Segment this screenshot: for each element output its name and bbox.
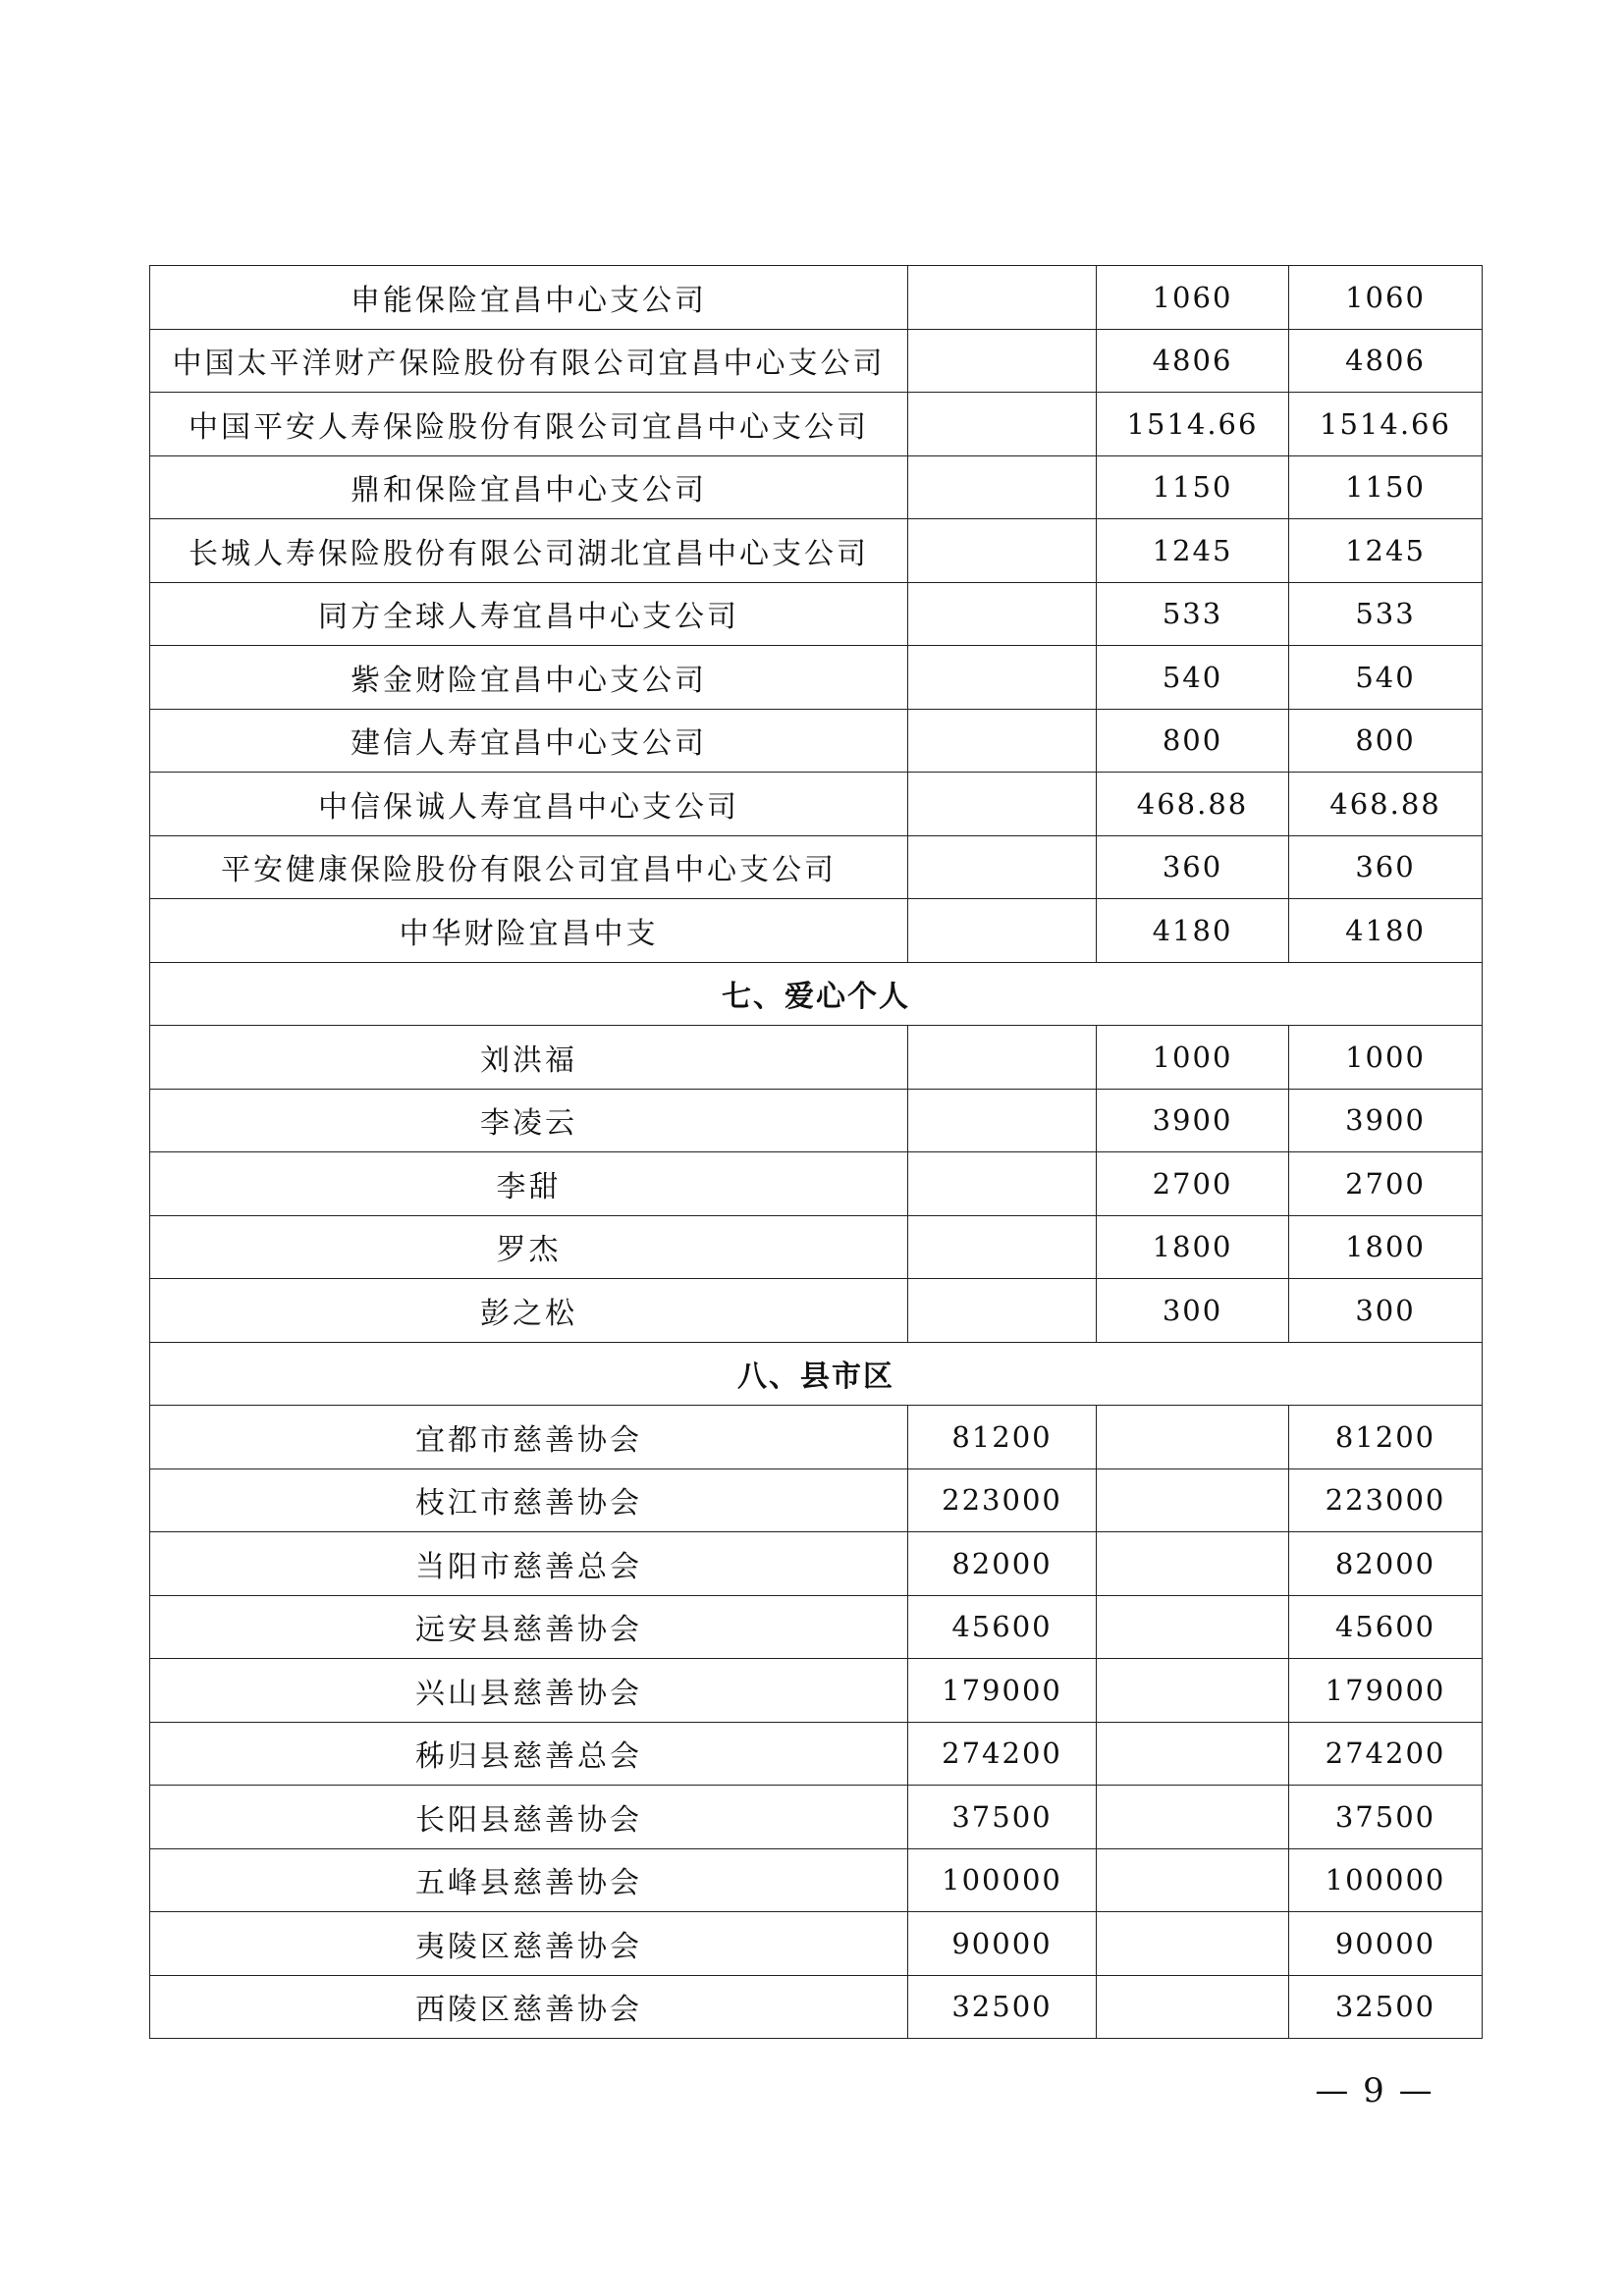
donor-name-cell: 建信人寿宜昌中心支公司 (150, 709, 908, 773)
table-row (150, 393, 1483, 456)
amount-cell-col3 (1097, 1848, 1289, 1912)
page-number: — 9 — (1315, 2071, 1435, 2110)
amount-cell-col3: 1245 (1097, 519, 1289, 583)
donor-name-cell: 当阳市慈善总会 (150, 1532, 908, 1596)
total-cell: 32500 (1289, 1975, 1483, 2039)
table-row (150, 266, 1483, 330)
donor-name-cell: 刘洪福 (150, 1026, 908, 1090)
table-row (150, 1659, 1483, 1723)
amount-cell-col2 (908, 1026, 1097, 1090)
amount-cell-col3: 1060 (1097, 266, 1289, 330)
amount-cell-col3: 468.88 (1097, 773, 1289, 836)
table-row (150, 329, 1483, 393)
donor-name-cell: 夷陵区慈善协会 (150, 1912, 908, 1976)
donor-name-cell: 西陵区慈善协会 (150, 1975, 908, 2039)
total-cell: 179000 (1289, 1659, 1483, 1723)
table-row (150, 773, 1483, 836)
amount-cell-col2 (908, 393, 1097, 456)
donor-name-cell: 宜都市慈善协会 (150, 1406, 908, 1469)
amount-cell-col3: 533 (1097, 582, 1289, 646)
donor-name-cell: 罗杰 (150, 1215, 908, 1279)
amount-cell-col3: 800 (1097, 709, 1289, 773)
donor-name-cell: 彭之松 (150, 1279, 908, 1343)
total-cell: 1060 (1289, 266, 1483, 330)
donor-name-cell: 李凌云 (150, 1089, 908, 1152)
donor-name-cell: 申能保险宜昌中心支公司 (150, 266, 908, 330)
amount-cell-col3: 1514.66 (1097, 393, 1289, 456)
section-header-row (150, 962, 1483, 1026)
donor-name-cell: 紫金财险宜昌中心支公司 (150, 646, 908, 710)
total-cell: 300 (1289, 1279, 1483, 1343)
table-row (150, 1406, 1483, 1469)
table-row (150, 646, 1483, 710)
amount-cell-col3 (1097, 1595, 1289, 1659)
donation-table (149, 265, 1483, 2039)
amount-cell-col2 (908, 1279, 1097, 1343)
amount-cell-col3 (1097, 1786, 1289, 1849)
total-cell: 37500 (1289, 1786, 1483, 1849)
table-row (150, 455, 1483, 519)
amount-cell-col2 (908, 1089, 1097, 1152)
total-cell: 800 (1289, 709, 1483, 773)
donor-name-cell: 长城人寿保险股份有限公司湖北宜昌中心支公司 (150, 519, 908, 583)
amount-cell-col2 (908, 773, 1097, 836)
amount-cell-col3: 1000 (1097, 1026, 1289, 1090)
amount-cell-col2: 81200 (908, 1406, 1097, 1469)
amount-cell-col2 (908, 646, 1097, 710)
amount-cell-col2: 179000 (908, 1659, 1097, 1723)
amount-cell-col3: 1150 (1097, 455, 1289, 519)
donor-name-cell: 秭归县慈善总会 (150, 1722, 908, 1786)
donor-name-cell: 兴山县慈善协会 (150, 1659, 908, 1723)
donation-table-body (150, 266, 1483, 2039)
donor-name-cell: 长阳县慈善协会 (150, 1786, 908, 1849)
donor-name-cell: 枝江市慈善协会 (150, 1468, 908, 1532)
donor-name-cell: 同方全球人寿宜昌中心支公司 (150, 582, 908, 646)
table-row (150, 709, 1483, 773)
donor-name-cell: 中信保诚人寿宜昌中心支公司 (150, 773, 908, 836)
total-cell: 90000 (1289, 1912, 1483, 1976)
total-cell: 1150 (1289, 455, 1483, 519)
table-row (150, 835, 1483, 899)
table-row (150, 1722, 1483, 1786)
donor-name-cell: 中国平安人寿保险股份有限公司宜昌中心支公司 (150, 393, 908, 456)
donor-name-cell: 鼎和保险宜昌中心支公司 (150, 455, 908, 519)
amount-cell-col2 (908, 1152, 1097, 1216)
table-row (150, 1468, 1483, 1532)
amount-cell-col2 (908, 709, 1097, 773)
donor-name-cell: 五峰县慈善协会 (150, 1848, 908, 1912)
amount-cell-col3: 4806 (1097, 329, 1289, 393)
table-row (150, 1975, 1483, 2039)
total-cell: 360 (1289, 835, 1483, 899)
total-cell: 1000 (1289, 1026, 1483, 1090)
total-cell: 274200 (1289, 1722, 1483, 1786)
amount-cell-col2: 37500 (908, 1786, 1097, 1849)
amount-cell-col2 (908, 519, 1097, 583)
amount-cell-col2: 223000 (908, 1468, 1097, 1532)
amount-cell-col3 (1097, 1722, 1289, 1786)
table-row (150, 1786, 1483, 1849)
amount-cell-col2: 100000 (908, 1848, 1097, 1912)
table-row (150, 1152, 1483, 1216)
total-cell: 540 (1289, 646, 1483, 710)
table-row (150, 1532, 1483, 1596)
amount-cell-col2: 82000 (908, 1532, 1097, 1596)
amount-cell-col2: 274200 (908, 1722, 1097, 1786)
total-cell: 45600 (1289, 1595, 1483, 1659)
amount-cell-col2: 45600 (908, 1595, 1097, 1659)
table-row (150, 1215, 1483, 1279)
amount-cell-col3: 360 (1097, 835, 1289, 899)
amount-cell-col3 (1097, 1975, 1289, 2039)
amount-cell-col3: 3900 (1097, 1089, 1289, 1152)
amount-cell-col2 (908, 1215, 1097, 1279)
total-cell: 2700 (1289, 1152, 1483, 1216)
table-row (150, 1595, 1483, 1659)
total-cell: 1800 (1289, 1215, 1483, 1279)
table-row (150, 519, 1483, 583)
total-cell: 3900 (1289, 1089, 1483, 1152)
total-cell: 1514.66 (1289, 393, 1483, 456)
total-cell: 4806 (1289, 329, 1483, 393)
amount-cell-col3 (1097, 1532, 1289, 1596)
amount-cell-col3 (1097, 1406, 1289, 1469)
section-header-row (150, 1342, 1483, 1406)
total-cell: 1245 (1289, 519, 1483, 583)
amount-cell-col3: 2700 (1097, 1152, 1289, 1216)
amount-cell-col3: 300 (1097, 1279, 1289, 1343)
table-row (150, 1279, 1483, 1343)
amount-cell-col2: 32500 (908, 1975, 1097, 2039)
table-row (150, 1912, 1483, 1976)
total-cell: 533 (1289, 582, 1483, 646)
donor-name-cell: 中国太平洋财产保险股份有限公司宜昌中心支公司 (150, 329, 908, 393)
donor-name-cell: 李甜 (150, 1152, 908, 1216)
section-title: 八、县市区 (150, 1342, 1483, 1406)
table-row (150, 1026, 1483, 1090)
amount-cell-col2 (908, 835, 1097, 899)
total-cell: 468.88 (1289, 773, 1483, 836)
table-row (150, 582, 1483, 646)
amount-cell-col2 (908, 266, 1097, 330)
section-title: 七、爱心个人 (150, 962, 1483, 1026)
donor-name-cell: 平安健康保险股份有限公司宜昌中心支公司 (150, 835, 908, 899)
amount-cell-col3: 4180 (1097, 899, 1289, 963)
amount-cell-col3 (1097, 1468, 1289, 1532)
table-row (150, 1848, 1483, 1912)
amount-cell-col3: 540 (1097, 646, 1289, 710)
amount-cell-col2 (908, 329, 1097, 393)
total-cell: 223000 (1289, 1468, 1483, 1532)
table-row (150, 1089, 1483, 1152)
amount-cell-col3 (1097, 1912, 1289, 1976)
total-cell: 100000 (1289, 1848, 1483, 1912)
amount-cell-col2: 90000 (908, 1912, 1097, 1976)
donor-name-cell: 中华财险宜昌中支 (150, 899, 908, 963)
donor-name-cell: 远安县慈善协会 (150, 1595, 908, 1659)
total-cell: 4180 (1289, 899, 1483, 963)
table-row (150, 899, 1483, 963)
amount-cell-col2 (908, 582, 1097, 646)
total-cell: 82000 (1289, 1532, 1483, 1596)
amount-cell-col3: 1800 (1097, 1215, 1289, 1279)
amount-cell-col2 (908, 899, 1097, 963)
total-cell: 81200 (1289, 1406, 1483, 1469)
amount-cell-col3 (1097, 1659, 1289, 1723)
amount-cell-col2 (908, 455, 1097, 519)
